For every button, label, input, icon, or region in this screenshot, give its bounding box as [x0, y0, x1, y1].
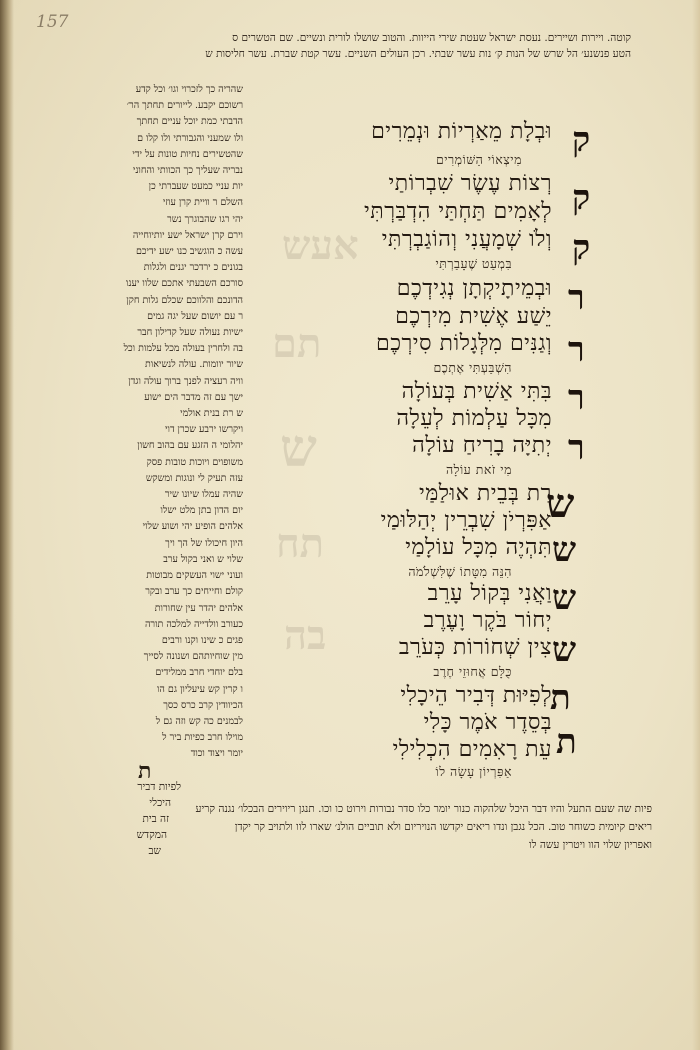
acrostic-initial: ר	[568, 378, 585, 418]
commentary-line: מוילו חרב כפיות ביר ל	[162, 732, 243, 744]
commentary-line: אלהים הופיע יהי ושוע שלוי	[142, 521, 243, 533]
commentary-line: ש רת בנית אולמי	[180, 408, 243, 420]
commentary-line: עשה כ הוגשיב כנו ישע ידיכם	[135, 246, 243, 258]
poem-refrain: בִּמְעַט שֶׁעָבַרְתִּי	[435, 256, 512, 271]
poem-line: יְחוֹר בֹּקֶר וָעֶרֶב	[423, 608, 552, 633]
commentary-line: שלוי ש ואני בקול ערב	[163, 553, 243, 565]
commentary-line: הדונכם והלווכם שכלם גלות חקן	[126, 294, 243, 306]
acrostic-initial: ק	[572, 120, 591, 160]
commentary-line: קולם וחייחים כך ערב ובקר	[145, 586, 243, 598]
acrostic-initial: ר	[568, 278, 585, 318]
commentary-line: יהי רגו שהבוגרך נשר	[167, 213, 243, 225]
poem-line: לְאָמִים תַּחְתַּי הִדְבַּרְתִּי	[364, 199, 552, 224]
header-gloss-line: קוטה. ויירות ושיירים. נעסת ישראל שעטת שירי הייוות. והטוב שושלו לורית ונשיים. שם הטשרים ס	[232, 32, 631, 44]
commentary-line: וירם קרן ישראל ישע יותיוחייה	[132, 229, 243, 241]
page-binding-edge	[0, 0, 14, 1050]
bleed-through-text: תם	[272, 320, 322, 367]
commentary-line: השלם ר וויית קרן עוזי	[162, 197, 243, 209]
acrostic-initial: ש	[552, 630, 577, 670]
commentary-line: בלם יוחדי חרב ממלידים	[155, 667, 243, 679]
commentary-line: יהלומי ה הזגע עם בהוב חשון	[137, 440, 243, 452]
poem-line: וּבְלָת מֵאַרְיוֹת וּנְמֵרִים	[371, 119, 552, 144]
commentary-line: רשוכם יקבע. לייורים תחתך הר׳	[126, 100, 243, 112]
folio-number: 157	[36, 12, 69, 32]
commentary-line: ו קרין קש עיעליון גם הו	[157, 683, 243, 695]
poem-line: עֵת רָאִמִים הִכְלִילִי	[392, 737, 552, 762]
acrostic-initial: ק	[572, 228, 591, 268]
commentary-line: וויה רעציה לפנך ברוך עולה וגדן	[128, 375, 243, 387]
commentary-line: אלהים יהדר עין שחורות	[154, 602, 243, 614]
header-gloss	[96, 30, 631, 62]
commentary-line: לבמנים כה קש וזה גם ל	[155, 715, 243, 727]
poem-line: בִּתִּי אַשִׁית בְּעוֹלָה	[401, 379, 552, 404]
footer-gloss-line: ריאים קיומית כשוחר טוב. הכל נגבן ונדו ריאים יקדשו הנויריום ולא תוביים הולנ׳ שארו לוו ולתויב קר יקדן	[234, 821, 652, 833]
acrostic-initial: ת	[556, 722, 577, 762]
poem-refrain: כֻּלָּם אֲחוּזֵי חֶרֶב	[433, 664, 512, 679]
commentary-line: יומר ויצוד וכוד	[190, 748, 243, 760]
bleed-through-text: ש	[280, 418, 317, 479]
commentary-line: שהטשירים נחיות טונות על ידי	[132, 148, 243, 160]
poem-line: תִּהְיֶה מִכָּל עוֹלָמַי	[405, 535, 552, 560]
footer-gloss-line: ואפריון שלוי הוו ויטרין עשה לו	[528, 839, 652, 851]
commentary-tail-line: שב	[148, 845, 161, 858]
poem-refrain: הִשְׁבַּעְתִּי אֶתְכֶם	[433, 360, 512, 375]
commentary-line: ולו שמעני והגבורתי ולו קלו ם	[137, 132, 243, 144]
commentary-tail-line: לפיות דביר	[137, 780, 181, 793]
poem-refrain: אַפִּרְיוֹן עָשָׂה לוֹ	[435, 764, 512, 779]
commentary-line: כעורב וולדייה למלכה תורה	[144, 618, 243, 630]
poem-line: מִכָּל עַלְמוֹת לְעֵלָה	[396, 406, 552, 431]
commentary-line: הדבתי כמת יוכל עניים תחתך	[136, 116, 243, 128]
page-right-edge	[692, 0, 700, 1050]
commentary-line: ישיות נעולה שעל קדילון חבר	[137, 327, 243, 339]
poem-refrain: מִי זֹאת עוֹלָה	[445, 462, 512, 477]
poem-line: בְּסֵדֶר אֹמֶר כָּלִי	[423, 710, 552, 735]
header-gloss-line: הטע פנשנע׳ הל שרש של הנות ק׳ נות עשר שבתי. רכן העולים השניים. עשר קטת שברת. עשר חליסות ש	[205, 48, 631, 60]
commentary-line: ישך עם זה מדבר הים ישוע	[144, 391, 243, 403]
margin-commentary	[68, 82, 243, 860]
acrostic-initial: ש	[546, 480, 575, 527]
footer-gloss-line: פיות שה שעם התעל והיו דבר היכל שלהקוה כנור יומר כלו סדר נבורות וירוט כו וכו. תנגן ריוירים הבכלו׳ נגנה קריע	[195, 803, 652, 815]
poem-line: לְפִיּוּת דְּבִיר הֵיכָלִי	[400, 683, 552, 708]
commentary-line: פגים כ שינו וקנו ורבים	[161, 634, 243, 646]
commentary-tail-line: המקדש	[136, 829, 167, 842]
poem-line: אַפִּרְיֹן שִׁבְרֵין יְהַלּוּמַי	[380, 508, 552, 533]
commentary-line: בגונים כ ירדכר יגנים ולגלות	[143, 262, 243, 274]
poem-line: וַאֲנִי בְּקוֹל עָרֵב	[427, 581, 552, 606]
acrostic-initial: ר	[568, 428, 585, 468]
poem-line: רַת בְּבֵית אוּלַמַּי	[418, 481, 552, 506]
poem-line: וְלֹו שְׁמָעֲנִי וְהוֹגַבְרְתִּי	[381, 227, 552, 252]
acrostic-initial: ש	[552, 578, 577, 618]
footer-gloss	[72, 800, 652, 854]
poem-line: וּבְמֵיתָיקְתָן נְגִידְכֶם	[396, 276, 552, 301]
acrostic-initial: ש	[552, 530, 577, 570]
commentary-line: הכיוודין קרב כרס כסך	[163, 699, 243, 711]
commentary-line: ויקרשו ירבע שכרן דוי	[165, 424, 243, 436]
acrostic-initial: ת	[550, 678, 571, 718]
commentary-line: בה ולחרין בעולה מכל עלמות וכל	[123, 343, 243, 355]
commentary-line: שיור יוומות. עולה לנשיאות	[145, 359, 243, 371]
commentary-tail-line: היכלי	[149, 796, 171, 809]
poem-refrain: הִנֵּה מִטָּתוֹ שֶׁלִּשְׁלֹמֹה	[408, 564, 512, 579]
poem-line: רְצוֹת עֶשֶׂר שִׁבְרוֹתַי	[388, 171, 552, 196]
commentary-line: שהיה עמלו שיונו שיר	[164, 489, 243, 501]
acrostic-initial: ר	[568, 330, 585, 370]
poem-line: יְתִיָּה בָרִיחַ עוֹלָה	[412, 433, 552, 458]
poem-line: צִין שְׁחוֹרוֹת כְּעֹרֵב	[398, 635, 552, 660]
acrostic-initial: ק	[572, 178, 591, 218]
poem-line: יֵשַׁע אֶשִׁית מִירְכֶם	[395, 304, 552, 329]
poem-refrain: מִיצְאוֹי הַשּׁוֹמְרִים	[435, 152, 522, 167]
commentary-line: ועוני ישוי העשקים מבוטות	[146, 570, 243, 582]
commentary-line: עזה תעיק לי ונוגות ומשקש	[145, 472, 243, 484]
poem-line: וְגַנִּים מִלְּגָלוֹת סִירְכֶם	[375, 331, 552, 356]
commentary-line: משופוים ויוכות טובות פסק	[146, 456, 243, 468]
commentary-initial-letter: ת	[138, 762, 152, 779]
commentary-tail-line: זה בית	[142, 812, 169, 825]
commentary-line: יום הדון בתן מלט ישלו	[160, 505, 243, 517]
commentary-line: מין שוחיותהם ושנונה לסייך	[143, 651, 243, 663]
bleed-through-text: בה	[284, 612, 327, 659]
commentary-line: נבריה שעליך כך הכוותי והחוני	[132, 165, 243, 177]
commentary-line: יות עניי כמעט שעברתי כן	[148, 181, 243, 193]
bleed-through-text: אעש	[282, 222, 359, 269]
commentary-line: ר עם יושום שעל יגה גמים	[147, 310, 243, 322]
commentary-line: שהריה כך לזכרוי וגו׳ וכל קדע	[135, 84, 243, 95]
bleed-through-text: תח	[276, 520, 325, 567]
commentary-line: היון חיכולו של הך ויך	[165, 537, 243, 549]
commentary-line: סורכם השבעתי אתכם שלוו יענו	[125, 278, 243, 290]
